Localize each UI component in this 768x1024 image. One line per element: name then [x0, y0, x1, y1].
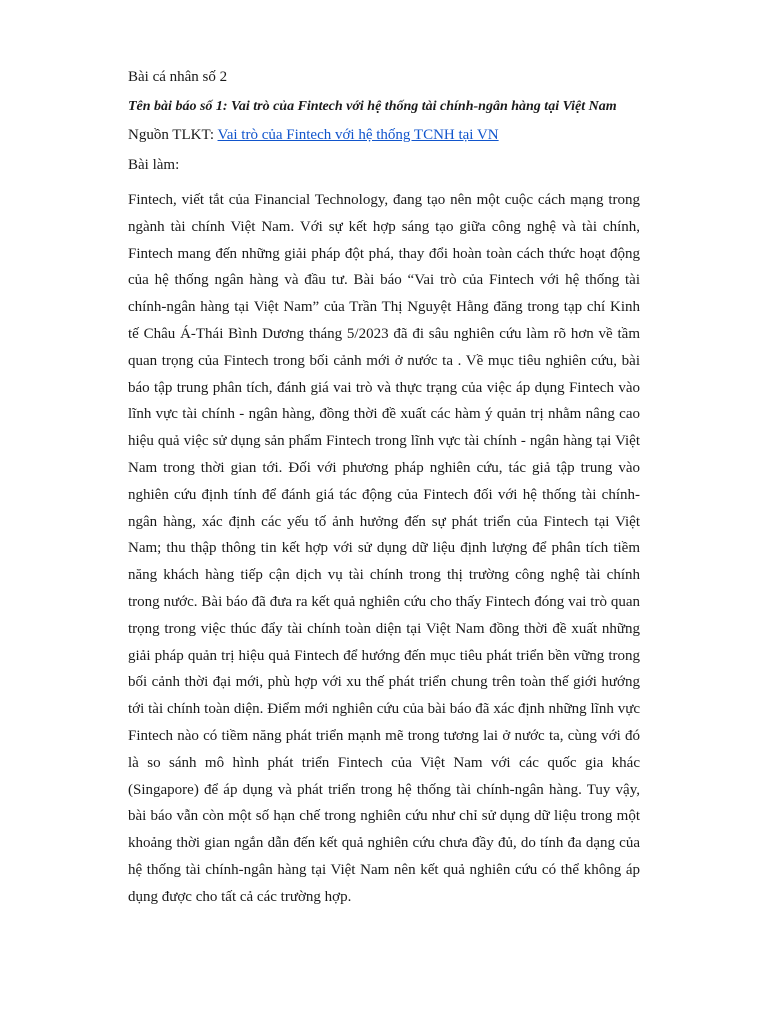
body-paragraph: Fintech, viết tắt của Financial Technology, đang tạo nên một cuộc cách mạng trong ngành tài chính Việt Nam. Với sự kết hợp sáng tạo giữa công nghệ và tài chính, Fintech mang đến những giải pháp đột phá, thay đổi hoàn toàn cách thức hoạt động của hệ thống ngân hàng và đầu tư. Bài báo “Vai trò của Fintech với hệ thống tài chính-ngân hàng tại Việt Nam” của Trần Thị Nguyệt Hằng đăng trong tạp chí Kinh tế Châu Á-Thái Bình Dương tháng 5/2023 đã đi sâu nghiên cứu làm rõ hơn về tầm quan trọng của Fintech trong bối cảnh mới ở nước ta . Về mục tiêu nghiên cứu, bài báo tập trung phân tích, đánh giá vai trò và thực trạng của việc áp dụng Fintech vào lĩnh vực tài chính - ngân hàng, đồng thời đề xuất các hàm ý quản trị nhằm nâng cao hiệu quả việc sử dụng sản phẩm Fintech trong lĩnh vực tài chính - ngân hàng tại Việt Nam trong thời gian tới. Đối với phương pháp nghiên cứu, tác giả tập trung vào nghiên cứu định tính để đánh giá tác động của Fintech đối với hệ thống tài chính-ngân hàng, xác định các yếu tố ảnh hưởng đến sự phát triển của Fintech tại Việt Nam; thu thập thông tin kết hợp với sử dụng dữ liệu định lượng để phân tích tiềm năng khách hàng tiếp cận dịch vụ tài chính trong thị trường công nghệ tài chính trong nước. Bài báo đã đưa ra kết quả nghiên cứu cho thấy Fintech đóng vai trò quan trọng trong việc thúc đẩy tài chính toàn diện tại Việt Nam đồng thời đề xuất những giải pháp quản trị hiệu quả Fintech để hướng đến mục tiêu phát triển bền vững trong bối cảnh thời đại mới, phù hợp với xu thế phát triển chung trên toàn thế giới hướng tới tài chính toàn diện. Điểm mới nghiên cứu của bài báo đã xác định những lĩnh vực Fintech nào có tiềm năng phát triển mạnh mẽ trong tương lai ở nước ta, cùng với đó là so sánh mô hình phát triển Fintech của Việt Nam với các quốc gia khác (Singapore) để áp dụng và phát triển trong hệ thống tài chính-ngân hàng. Tuy vậy, bài báo vẫn còn một số hạn chế trong nghiên cứu như chỉ sử dụng dữ liệu trong một khoảng thời gian ngắn dẫn đến kết quả nghiên cứu chưa đầy đủ, do tính đa dạng của hệ thống tài chính-ngân hàng tại Việt Nam nên kết quả nghiên cứu có thể không áp dụng được cho tất cả các trường hợp. [128, 192, 640, 905]
work-label: Bài làm: [128, 157, 180, 173]
document-page [128, 66, 640, 911]
assignment-title: Bài cá nhân số 2 [128, 69, 228, 85]
source-link[interactable]: Vai trò của Fintech với hệ thống TCNH tại VN [217, 127, 499, 143]
article-title: Tên bài báo số 1: Vai trò của Fintech với hệ thống tài chính-ngân hàng tại Việt Nam [128, 99, 617, 114]
source-label: Nguồn TLKT: [128, 127, 218, 143]
source-line [128, 124, 640, 146]
